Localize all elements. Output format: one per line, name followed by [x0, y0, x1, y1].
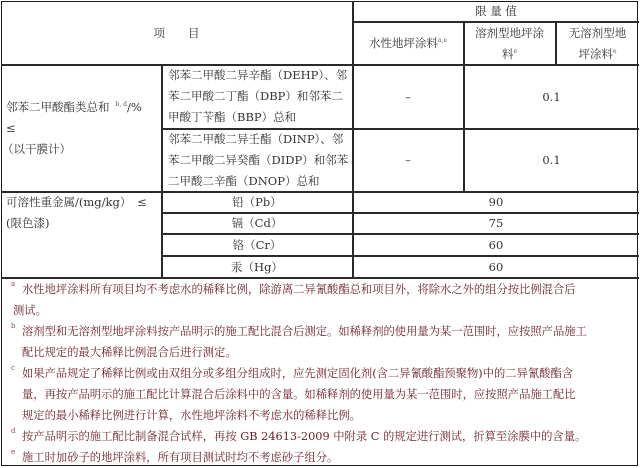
heavy-metals-group-label: [6, 192, 161, 278]
footnote-text: 测试。: [13, 304, 47, 317]
phthalate-row-1-item: [168, 65, 352, 129]
footnote-text: 配比规定的最大稀释比例混合后进行测定。: [22, 346, 237, 359]
item-line: 邻苯二甲酸二异辛酯（DEHP）、邻: [168, 68, 348, 82]
header-col-solvent-line2: 料: [501, 46, 514, 61]
value: 75: [488, 216, 504, 230]
heavy-metals-label: 可溶性重金属/(mg/kg） ≤: [6, 195, 147, 209]
footnote-text: 按产品明示的施工配比制备混合试样，再按 GB 24613-2009 中附录 C 的规定进行测试，折算至涂膜中的含量。: [22, 430, 587, 443]
heavy-metals-scope: (限色漆): [6, 216, 50, 230]
header-col-water-based-label: 水性地坪涂料: [368, 36, 438, 50]
footnote-text: 如果产品规定了稀释比例或由双组分或多组分组成时，应先测定固化剂(含二异氰酸酯预聚物)中的二异氰酸酯含: [22, 367, 574, 380]
metal-row-hg-value: [353, 256, 639, 278]
footnote-text: 量，再按产品明示的施工配比计算混合后涂料中的含量。如稀释剂的使用量为某一范围时，应按照产品施工配比: [22, 388, 576, 401]
footnote-c: [13, 363, 628, 426]
footnote-mark: e: [11, 448, 16, 456]
phthalates-basis: （以干膜计）: [2, 142, 71, 156]
item-line: 苯二甲酸二丁酯（DBP）和邻苯二: [168, 89, 343, 103]
header-col-water-based: [353, 22, 463, 65]
metal-row-cr-item: [162, 234, 352, 256]
footnotes: [1, 278, 638, 466]
value: –: [405, 89, 411, 104]
header-limit-label: 限 量 值: [475, 4, 517, 18]
footnote-ref: e: [513, 47, 518, 55]
footnote-mark: d: [11, 427, 16, 435]
item: 汞（Hg）: [231, 259, 283, 274]
metal-row-cr-value: [353, 234, 639, 256]
header-limit: [353, 1, 639, 22]
header-col-solventless-line1: 无溶剂型地: [568, 25, 627, 40]
item-line: 邻苯二甲酸二异壬酯（DINP）、邻: [168, 132, 344, 146]
value: –: [405, 153, 411, 167]
header-item: [1, 1, 352, 65]
footnote-e: [13, 447, 628, 468]
value: 0.1: [542, 153, 561, 167]
phthalate-row-2-item: [168, 129, 352, 192]
footnote-mark: b: [11, 322, 16, 330]
phthalates-label: 邻苯二甲酸酯类总和: [6, 100, 110, 114]
item: 铬（Cr）: [232, 237, 282, 252]
metal-row-cd-value: [353, 213, 639, 234]
item-line: 二甲酸二辛酯（DNOP）总和: [168, 174, 320, 188]
footnote-text: 溶剂型和无溶剂型地坪涂料按产品明示的施工配比混合后测定。如稀释剂的使用量为某一范围时，应按照产品施工: [22, 325, 587, 338]
header-col-solventless: [556, 22, 639, 65]
item: 铅（Pb）: [232, 195, 282, 209]
value: 60: [488, 259, 504, 274]
footnote-ref: a,e: [437, 37, 448, 45]
phthalate-row-2-water-based: [353, 129, 463, 192]
header-col-solventless-line2: 坪涂料: [578, 46, 613, 61]
value: 90: [488, 195, 504, 209]
metal-row-cd-item: [162, 213, 352, 234]
footnote-ref: b, d: [115, 101, 127, 109]
item-line: 甲酸丁苄酯（BBP）总和: [168, 110, 297, 124]
footnote-b: [13, 321, 628, 363]
footnote-text: 规定的最小稀释比例进行计算，水性地坪涂料不考虑水的稀释比例。: [22, 409, 361, 422]
footnote-text: 水性地坪涂料所有项目均不考虑水的稀释比例，除游离二异氰酸酯总和项目外，将除水之外的组分按比例混合后: [22, 283, 576, 296]
item: 镉（Cd）: [231, 216, 283, 230]
footnote-mark: c: [11, 364, 15, 372]
footnote-mark: a: [11, 280, 16, 288]
footnote-d: [13, 426, 628, 447]
phthalate-row-1-solvent: [464, 65, 639, 129]
metal-row-pb-value: [353, 192, 639, 213]
item-line: 苯二甲酸二异癸酯（DIDP）和邻苯: [168, 153, 349, 167]
footnote-a: [13, 279, 628, 321]
metal-row-hg-item: [162, 256, 352, 278]
phthalate-row-2-solvent: [464, 129, 639, 192]
value: 60: [488, 237, 504, 252]
phthalates-group-label: [2, 65, 161, 192]
header-item-label: 项 目: [153, 25, 200, 40]
metal-row-pb-item: [162, 192, 352, 213]
header-col-solvent: [464, 22, 555, 65]
phthalates-limit-sign: ≤: [6, 121, 16, 135]
footnote-ref: e: [612, 47, 617, 55]
phthalate-row-1-water-based: [353, 65, 463, 129]
footnote-text: 施工时加砂子的地坪涂料，所有项目测试时均不考虑砂子组分。: [22, 451, 339, 464]
header-col-solvent-line1: 溶剂型地坪涂: [475, 25, 544, 40]
value: 0.1: [542, 89, 561, 104]
phthalates-unit: /%: [127, 100, 142, 114]
